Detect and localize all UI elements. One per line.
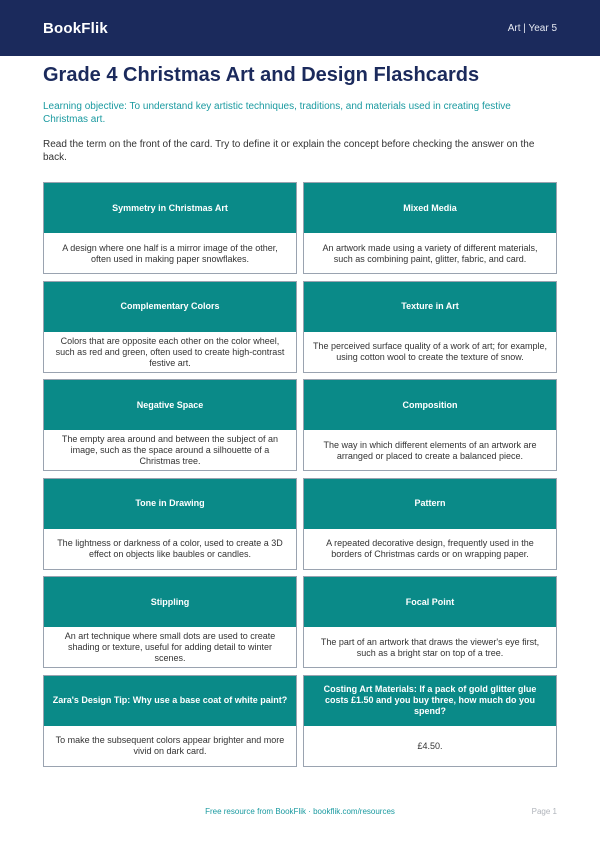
card-front: Complementary Colors: [44, 282, 296, 332]
card-front: Mixed Media: [304, 183, 556, 233]
flashcard[interactable]: [303, 675, 557, 767]
flashcard-grid: [43, 182, 557, 774]
card-back: The way in which different elements of an artwork are arranged or placed to create a balanced piece.: [304, 430, 556, 471]
top-bar: [0, 0, 600, 56]
card-back: The lightness or darkness of a color, used to create a 3D effect on objects like baubles or candles.: [44, 529, 296, 570]
card-back: A repeated decorative design, frequently used in the borders of Christmas cards or on wrapping paper.: [304, 529, 556, 570]
card-back: A design where one half is a mirror image of the other, often used in making paper snowflakes.: [44, 233, 296, 274]
card-front: Costing Art Materials: If a pack of gold glitter glue costs £1.50 and you buy three, how much do you spend?: [304, 676, 556, 726]
flashcard[interactable]: [43, 478, 297, 570]
flashcard[interactable]: [43, 182, 297, 274]
learning-objective: Learning objective: To understand key artistic techniques, traditions, and materials used in creating festive Christmas art.: [43, 101, 511, 125]
flashcard[interactable]: [303, 478, 557, 570]
card-front: Negative Space: [44, 380, 296, 430]
card-front: Composition: [304, 380, 556, 430]
footer-link[interactable]: Free resource from BookFlik · bookflik.com/resources: [205, 807, 395, 816]
flashcard[interactable]: [303, 576, 557, 668]
page-number: Page 1: [531, 807, 557, 816]
card-front: Focal Point: [304, 577, 556, 627]
card-back: An art technique where small dots are used to create shading or texture, useful for adding detail to winter scenes.: [44, 627, 296, 668]
card-front: Zara's Design Tip: Why use a base coat of white paint?: [44, 676, 296, 726]
card-back: The perceived surface quality of a work of art; for example, using cotton wool to create the texture of snow.: [304, 332, 556, 373]
card-front: Pattern: [304, 479, 556, 529]
card-back: £4.50.: [304, 726, 556, 767]
card-front: Tone in Drawing: [44, 479, 296, 529]
flashcard[interactable]: [303, 281, 557, 373]
card-back: Colors that are opposite each other on the color wheel, such as red and green, often used to create high-contrast festive art.: [44, 332, 296, 373]
card-back: An artwork made using a variety of different materials, such as combining paint, glitter, fabric, and card.: [304, 233, 556, 274]
flashcard[interactable]: [43, 379, 297, 471]
flashcard[interactable]: [43, 281, 297, 373]
flashcard[interactable]: [43, 576, 297, 668]
brand-logo[interactable]: BookFlik: [43, 19, 108, 37]
instructions: Read the term on the front of the card. Try to define it or explain the concept before checking the answer on the back.: [43, 139, 535, 163]
page-title: Grade 4 Christmas Art and Design Flashcards: [43, 64, 480, 86]
card-front: Texture in Art: [304, 282, 556, 332]
subject-year-label: Art | Year 5: [507, 22, 557, 34]
card-back: To make the subsequent colors appear brighter and more vivid on dark card.: [44, 726, 296, 767]
card-front: Symmetry in Christmas Art: [44, 183, 296, 233]
flashcard[interactable]: [303, 379, 557, 471]
card-back: The part of an artwork that draws the viewer's eye first, such as a bright star on top of a tree.: [304, 627, 556, 668]
card-front: Stippling: [44, 577, 296, 627]
card-back: The empty area around and between the subject of an image, such as the space around a silhouette of a Christmas tree.: [44, 430, 296, 471]
flashcard[interactable]: [303, 182, 557, 274]
flashcard[interactable]: [43, 675, 297, 767]
